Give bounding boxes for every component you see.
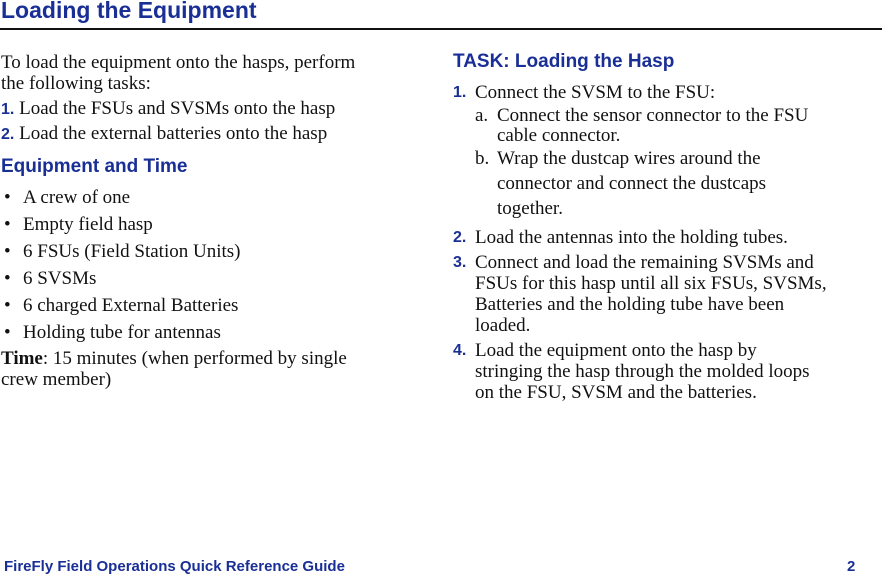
footer-guide-title: FireFly Field Operations Quick Reference Guide: [4, 558, 345, 575]
substep-text: Connect the sensor connector to the FSU: [497, 105, 809, 126]
page-title: Loading the Equipment: [1, 0, 257, 23]
substep-text: connector and connect the dustcaps: [497, 173, 767, 194]
step-text: Batteries and the holding tube have been: [475, 294, 785, 315]
step-text: Load the equipment onto the hasp by: [475, 340, 757, 361]
step-text: Connect the SVSM to the FSU:: [475, 82, 716, 103]
step-text: on the FSU, SVSM and the batteries.: [475, 382, 757, 403]
equipment-item: 6 FSUs (Field Station Units): [23, 241, 241, 262]
step-text: stringing the hasp through the molded loops: [475, 361, 810, 382]
task-text: Load the FSUs and SVSMs onto the hasp: [19, 98, 336, 119]
time-label: Time: [1, 348, 43, 369]
substep-label: a.: [475, 105, 489, 126]
title-rule: [0, 28, 882, 30]
substep-label: b.: [475, 148, 490, 169]
task-number: 2.: [1, 126, 15, 143]
section-heading: Equipment and Time: [1, 156, 188, 177]
step-text: loaded.: [475, 315, 531, 336]
time-line: crew member): [1, 369, 112, 390]
substep-text: Wrap the dustcap wires around the: [497, 148, 761, 169]
time-text: : 15 minutes (when performed by single: [42, 348, 347, 369]
bullet-icon: •: [4, 241, 11, 262]
page-number: 2: [847, 558, 856, 575]
equipment-item: Holding tube for antennas: [23, 322, 221, 343]
intro-line: To load the equipment onto the hasps, perform: [1, 52, 356, 73]
bullet-icon: •: [4, 295, 11, 316]
substep-text: cable connector.: [497, 125, 621, 146]
task-item: [1, 98, 335, 120]
equipment-item: 6 SVSMs: [23, 268, 97, 289]
bullet-icon: •: [4, 187, 11, 208]
step-text: Connect and load the remaining SVSMs and: [475, 252, 814, 273]
substep-text: together.: [497, 198, 563, 219]
intro-line: the following tasks:: [1, 73, 151, 94]
equipment-item: 6 charged External Batteries: [23, 295, 239, 316]
equipment-item: A crew of one: [23, 187, 131, 208]
bullet-icon: •: [4, 268, 11, 289]
equipment-item: Empty field hasp: [23, 214, 153, 235]
bullet-icon: •: [4, 214, 11, 235]
step-text: Load the antennas into the holding tubes.: [475, 227, 788, 248]
step-number: 3.: [453, 254, 467, 271]
task-number: 1.: [1, 101, 15, 118]
task-heading: TASK: Loading the Hasp: [453, 51, 675, 72]
time-line: [1, 348, 347, 369]
step-number: 4.: [453, 342, 467, 359]
bullet-icon: •: [4, 322, 11, 343]
step-number: 2.: [453, 229, 467, 246]
task-item: [1, 123, 327, 145]
step-number: 1.: [453, 84, 467, 101]
task-text: Load the external batteries onto the hasp: [19, 123, 328, 144]
step-text: FSUs for this hasp until all six FSUs, SVSMs,: [475, 273, 827, 294]
